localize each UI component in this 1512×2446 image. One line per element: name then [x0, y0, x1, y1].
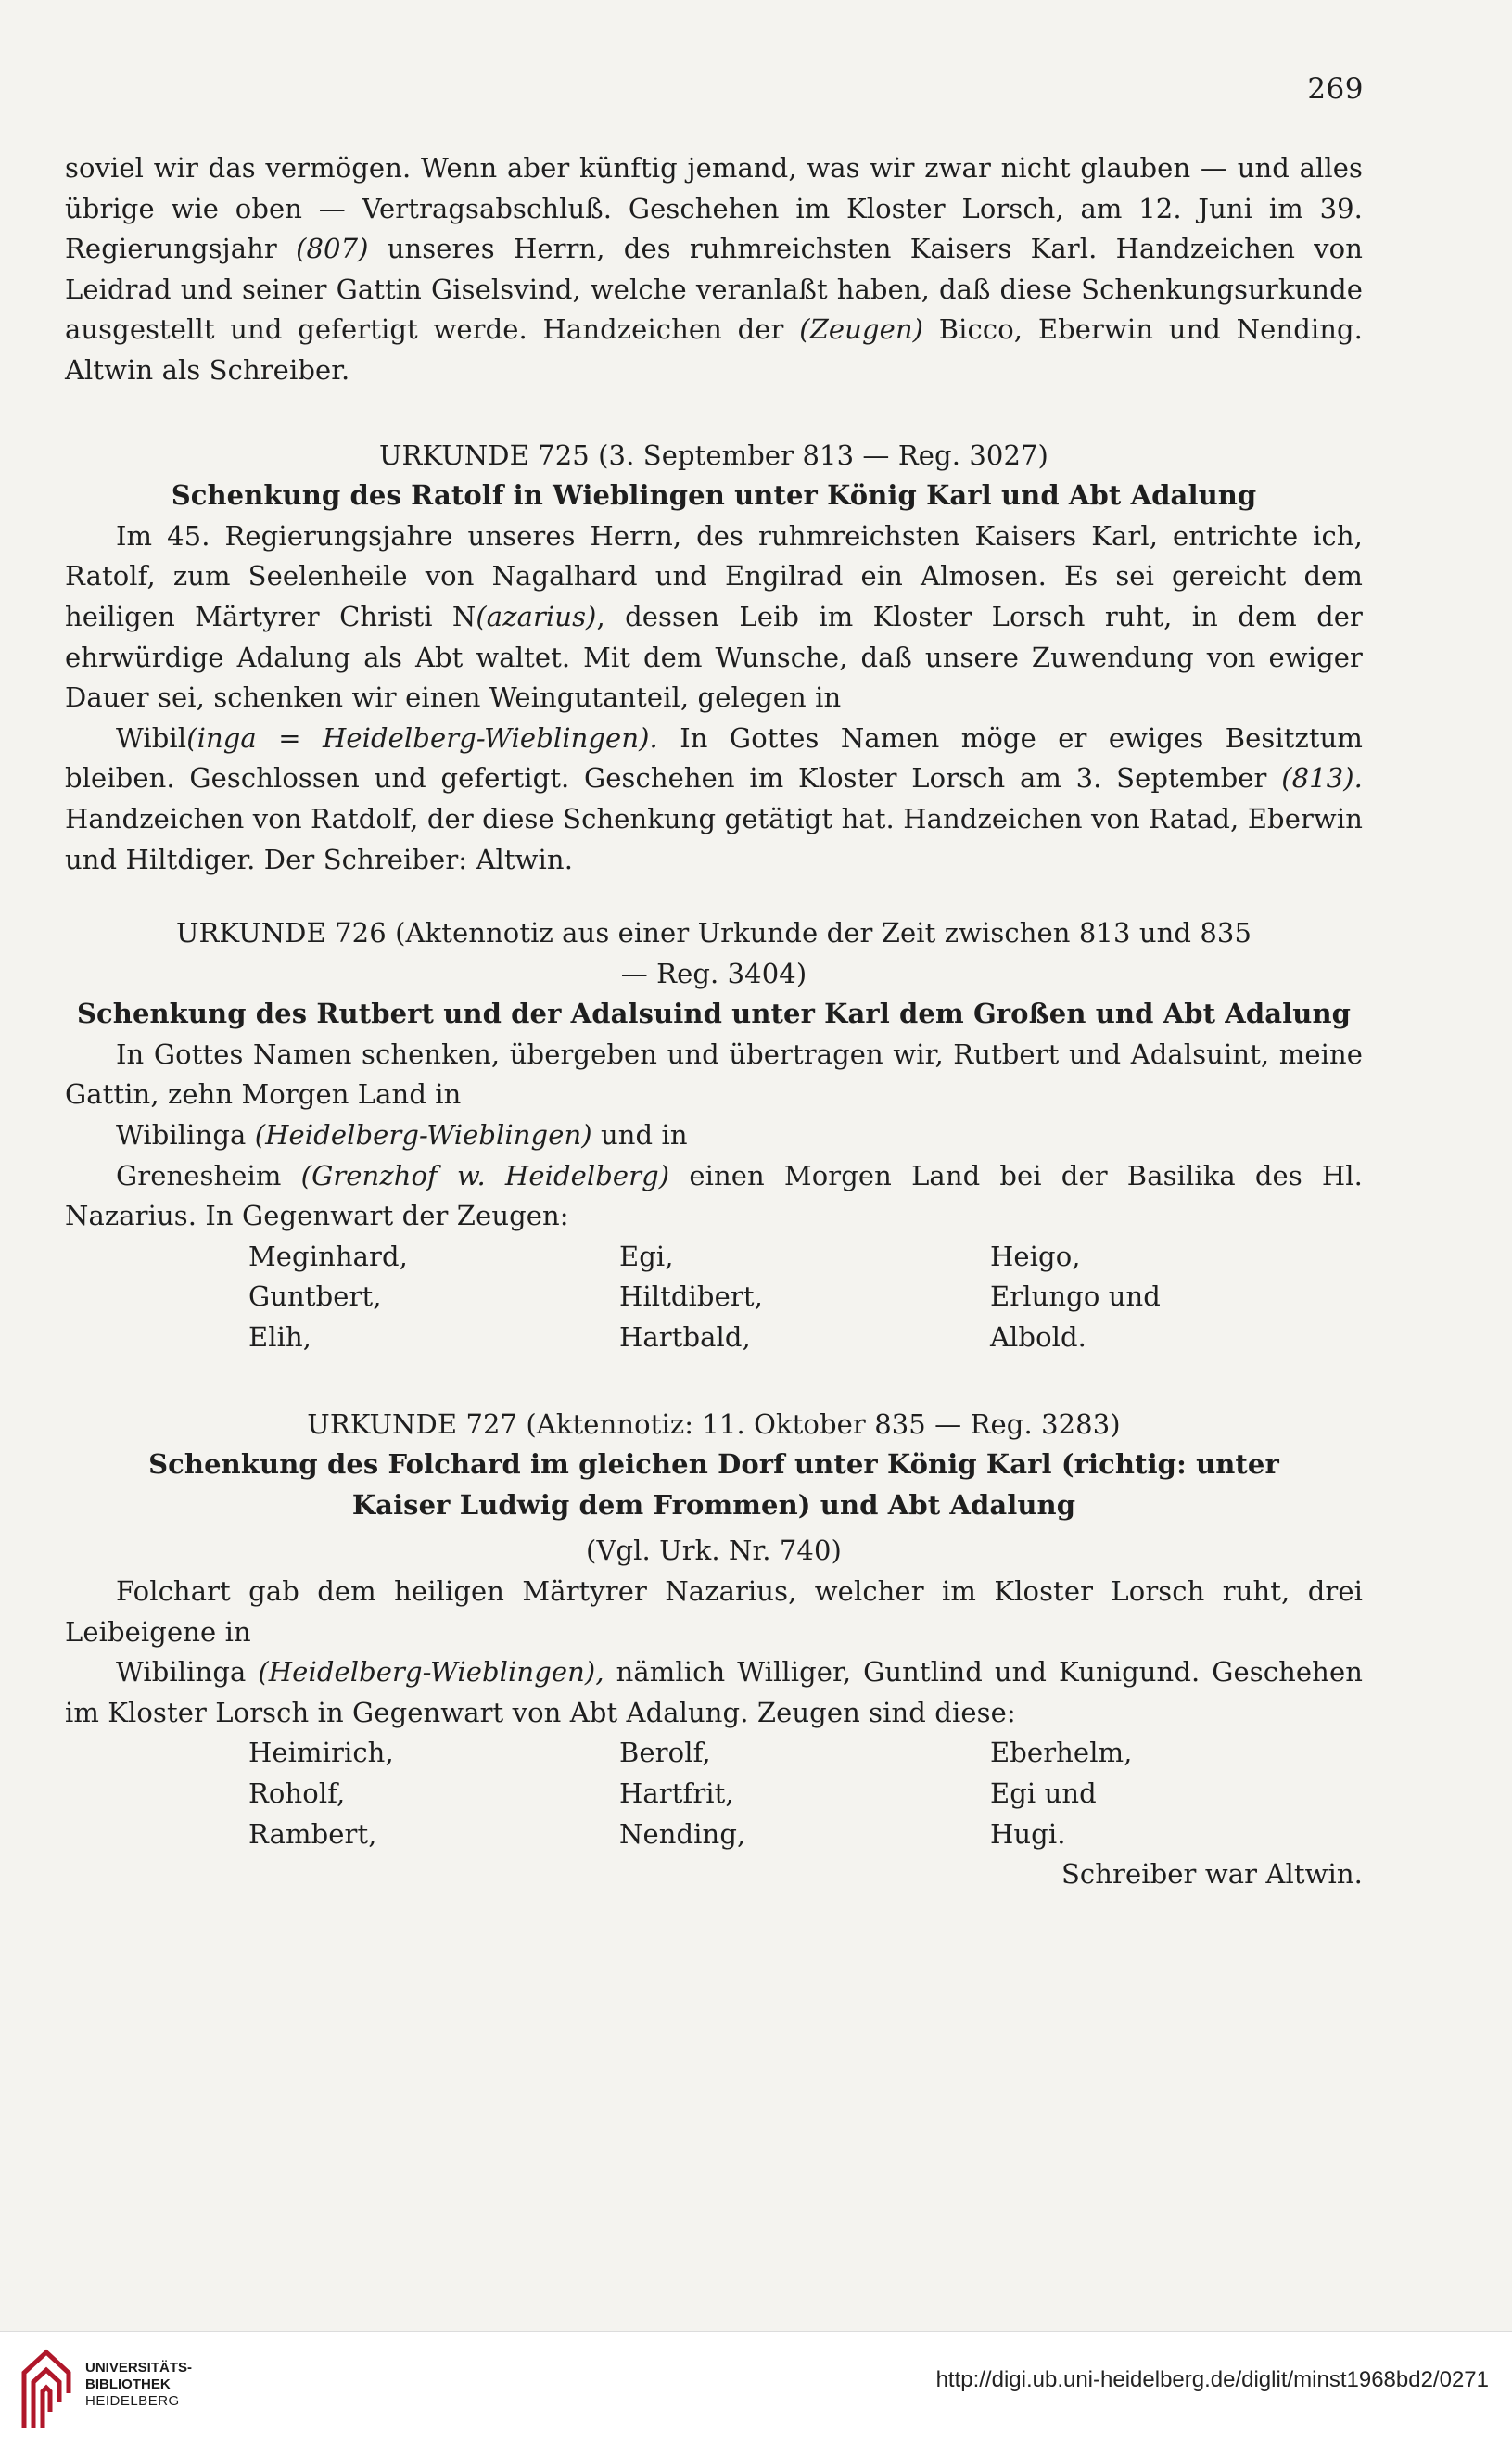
- u726-title: Schenkung des Rutbert und der Adalsuind unter Karl dem Großen und Abt Adalung: [76, 998, 1352, 1030]
- u727-reference: (Vgl. Urk. Nr. 740): [586, 1535, 842, 1567]
- u726-heading: [65, 913, 1363, 994]
- witness-name: Berolf,: [619, 1737, 711, 1769]
- u725-paragraph-1: [65, 516, 1363, 719]
- witness-name: Meginhard,: [248, 1240, 408, 1272]
- witness-name: Hugi.: [990, 1817, 1066, 1850]
- u726-paragraph-1: In Gottes Namen schenken, übergeben und übertragen wir, Rutbert und Adalsuint, meine Gattin, zehn Morgen Land in: [65, 1038, 1363, 1111]
- library-name: [85, 2360, 192, 2410]
- permalink-url[interactable]: http://digi.ub.uni-heidelberg.de/diglit/minst1968bd2/0271: [935, 2367, 1489, 2392]
- italic-text: (azarius): [476, 600, 597, 632]
- u725-paragraph-2: [65, 719, 1363, 880]
- text-run: nämlich Williger, Guntlind und Kunigund. Geschehen im Kloster Lorsch in Gegenwart von Abt Adalung. Zeugen sind diese:: [65, 1656, 1363, 1728]
- text-run: Bicco, Eberwin und Nending. Altwin als Schreiber.: [65, 313, 1363, 386]
- u727-witness-list: [65, 1733, 1363, 1854]
- u727-title: [65, 1445, 1363, 1525]
- library-name-line-3: HEIDELBERG: [85, 2393, 180, 2409]
- u727-scribe: Schreiber war Altwin.: [1061, 1858, 1363, 1891]
- u727-paragraph-1: Folchart gab dem heiligen Märtyrer Nazarius, welcher im Kloster Lorsch ruht, drei Leibeigene in: [65, 1575, 1363, 1648]
- library-name-line-2: BIBLIOTHEK: [85, 2376, 171, 2392]
- text-run: Wibil: [116, 721, 187, 754]
- page-content: [65, 148, 1363, 1895]
- text-run: Grenesheim: [116, 1159, 301, 1191]
- text-run: Im 45. Regierungsjahre unseres Herrn, des ruhmreichsten Kaisers Karl, entrichte ich, Ratolf, zum Seelenheile von Nagalhard und Engilrad ein Almosen. Es sei gereicht dem heiligen Märtyrer Christi N: [65, 519, 1363, 632]
- university-library-logo-icon: [19, 2345, 74, 2434]
- u725-title: Schenkung des Ratolf in Wieblingen unter König Karl und Abt Adalung: [171, 479, 1257, 512]
- u726-witness-list: [65, 1237, 1363, 1358]
- italic-text: (813).: [1281, 762, 1363, 795]
- italic-text: (Heidelberg-Wieblingen),: [258, 1656, 604, 1688]
- witness-name: Heimirich,: [248, 1737, 394, 1769]
- u726-paragraph-2: [65, 1115, 1363, 1156]
- witness-name: Egi und: [990, 1777, 1097, 1809]
- witness-name: Eberhelm,: [990, 1737, 1133, 1769]
- witness-name: Heigo,: [990, 1240, 1081, 1272]
- u727-heading: URKUNDE 727 (Aktennotiz: 11. Oktober 835 — Reg. 3283): [307, 1408, 1121, 1440]
- text-run: , dessen Leib im Kloster Lorsch ruht, in dem der ehrwürdige Adalung als Abt waltet. Mit dem Wunsche, daß unsere Zuwendung von ewiger Dauer sei, schenken wir einen Weingutanteil, gelegen in: [65, 600, 1364, 714]
- witness-name: Erlungo und: [990, 1280, 1161, 1313]
- library-name-line-1: UNIVERSITÄTS-: [85, 2360, 193, 2376]
- witness-name: Elih,: [248, 1321, 312, 1354]
- text-run: Handzeichen von Ratdolf, der diese Schenkung getätigt hat. Handzeichen von Ratad, Eberwin und Hiltdiger. Der Schreiber: Altwin.: [65, 802, 1363, 875]
- intro-paragraph: [65, 148, 1363, 391]
- italic-text: (inga = Heidelberg-Wieblingen).: [186, 721, 658, 754]
- text-run: soviel wir das vermögen. Wenn aber künftig jemand, was wir zwar nicht glauben — und alles übrige wie oben — Vertragsabschluß. Geschehen im Kloster Lorsch, am 12. Juni im 39. Regierungsjahr: [65, 152, 1363, 265]
- italic-text: (Zeugen): [799, 313, 924, 346]
- text-run: unseres Herrn, des ruhmreichsten Kaisers Karl. Handzeichen von Leidrad und seiner Gattin Giselsvind, welche veranlaßt haben, daß diese Schenkungsurkunde ausgestellt und gefertigt werde. Handzeichen der: [65, 233, 1363, 346]
- witness-name: Rambert,: [248, 1817, 377, 1850]
- page-number: 269: [1307, 72, 1364, 106]
- witness-name: Hiltdibert,: [619, 1280, 763, 1313]
- witness-name: Nending,: [619, 1817, 746, 1850]
- u726-heading-line-1: URKUNDE 726 (Aktennotiz aus einer Urkunde der Zeit zwischen 813 und 835: [175, 917, 1252, 949]
- witness-name: Egi,: [619, 1240, 674, 1272]
- witness-name: Guntbert,: [248, 1280, 382, 1313]
- text-run: einen Morgen Land bei der Basilika des Hl. Nazarius. In Gegenwart der Zeugen:: [65, 1159, 1364, 1232]
- witness-name: Hartbald,: [619, 1321, 751, 1354]
- witness-name: Albold.: [990, 1321, 1086, 1354]
- u726-paragraph-3: [65, 1156, 1363, 1237]
- italic-text: (Heidelberg-Wieblingen): [254, 1119, 592, 1152]
- u727-paragraph-2: [65, 1652, 1363, 1733]
- digitization-footer: [0, 2331, 1512, 2446]
- u727-title-line-1: Schenkung des Folchard im gleichen Dorf unter König Karl (richtig: unter: [148, 1448, 1279, 1481]
- u727-title-line-2: Kaiser Ludwig dem Frommen) und Abt Adalung: [351, 1488, 1076, 1521]
- text-run: Wibilinga: [116, 1119, 255, 1152]
- witness-name: Hartfrit,: [619, 1777, 734, 1809]
- u726-heading-line-2: — Reg. 3404): [620, 957, 807, 989]
- text-run: In Gottes Namen möge er ewiges Besitztum bleiben. Geschlossen und gefertigt. Geschehen im Kloster Lorsch am 3. September: [65, 721, 1363, 795]
- text-run: und in: [591, 1119, 688, 1152]
- witness-name: Roholf,: [248, 1777, 346, 1809]
- text-run: Wibilinga: [116, 1656, 259, 1688]
- italic-text: (807): [296, 233, 369, 265]
- italic-text: (Grenzhof w. Heidelberg): [300, 1159, 670, 1191]
- u725-heading: URKUNDE 725 (3. September 813 — Reg. 3027): [379, 439, 1048, 471]
